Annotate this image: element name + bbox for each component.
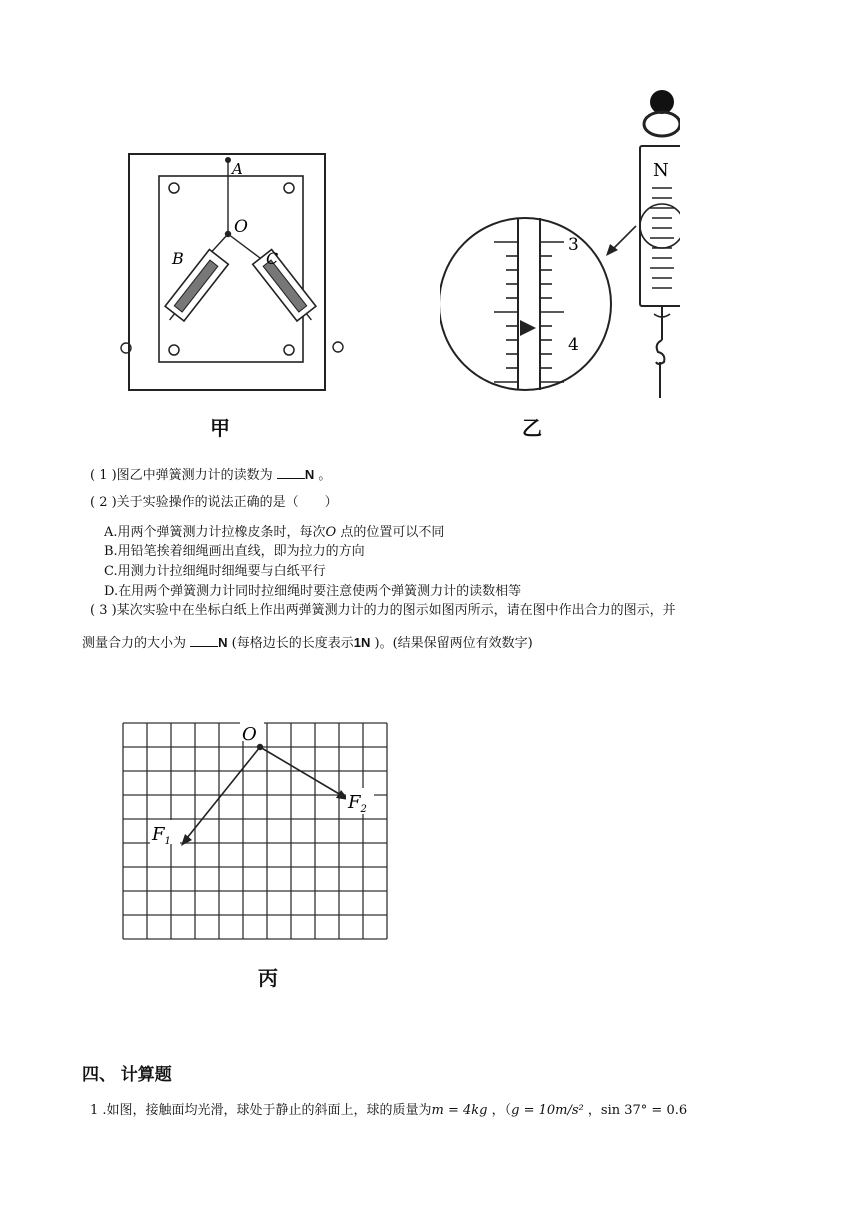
question-1 bbox=[90, 466, 331, 485]
question-3-mid: (每格边长的长度表示 bbox=[227, 636, 354, 651]
question-1-prefix: ( 1 )图乙中弹簧测力计的读数为 bbox=[90, 468, 277, 483]
question-2-option-b: B.用铅笔挨着细绳画出直线，即为拉力的方向 bbox=[104, 544, 365, 559]
question-2-option-a bbox=[104, 524, 444, 542]
problem-1-prefix: 1 .如图，接触面均光滑，球处于静止的斜面上，球的质量为 bbox=[90, 1103, 432, 1118]
question-2-option-c: C.用测力计拉细绳时细绳要与白纸平行 bbox=[104, 564, 326, 579]
scale-tick-3: 3 bbox=[568, 235, 579, 255]
section-4-title: 四、 计算题 bbox=[82, 1065, 172, 1084]
question-1-unit: N bbox=[304, 467, 315, 482]
label-force-1: $F_1$ bbox=[152, 824, 171, 847]
problem-1-mid: ，（ bbox=[487, 1103, 512, 1118]
figure-yi bbox=[440, 84, 680, 404]
problem-1-sep: ， bbox=[583, 1103, 601, 1118]
label-point-o: O bbox=[234, 217, 248, 237]
label-force-2: $F_2$ bbox=[348, 792, 367, 815]
question-3-prefix: 测量合力的大小为 bbox=[82, 636, 191, 651]
option-a-prefix: A.用两个弹簧测力计拉橡皮条时，每次 bbox=[104, 525, 326, 540]
question-3-line-2 bbox=[82, 634, 533, 653]
question-3-blank[interactable] bbox=[190, 634, 218, 647]
question-3-unit: N bbox=[218, 635, 228, 650]
question-3-suffix: )。(结果保留两位有效数字) bbox=[370, 636, 533, 651]
option-a-point-o: O bbox=[325, 525, 337, 540]
scale-tick-4: 4 bbox=[568, 335, 579, 355]
label-point-c: C bbox=[266, 249, 279, 268]
option-a-suffix: 点的位置可以不同 bbox=[336, 525, 445, 540]
figure-yi-label: 乙 bbox=[522, 416, 542, 440]
label-origin-o: O bbox=[242, 724, 257, 745]
question-2-option-d: D.在用两个弹簧测力计同时拉细绳时要注意使两个弹簧测力计的读数相等 bbox=[104, 584, 522, 599]
figure-bing-label: 丙 bbox=[258, 966, 278, 990]
problem-1-text bbox=[90, 1102, 687, 1120]
label-point-a: A bbox=[232, 160, 243, 178]
question-3-line-1: ( 3 )某次实验中在坐标白纸上作出两弹簧测力计的力的图示如图丙所示，请在图中作出合力的图示，并 bbox=[90, 603, 676, 618]
figure-jia-label: 甲 bbox=[210, 416, 230, 440]
problem-1-gravity: g = 10m/s² bbox=[511, 1103, 584, 1118]
question-1-suffix: 。 bbox=[314, 468, 332, 483]
question-3-unit-value: 1N bbox=[353, 635, 371, 650]
problem-1-mass: m = 4kg bbox=[431, 1103, 488, 1118]
label-point-b: B bbox=[172, 249, 184, 268]
figure-bing bbox=[114, 716, 410, 948]
question-2-stem: ( 2 )关于实验操作的说法正确的是（ ） bbox=[90, 495, 338, 510]
problem-1-sine: sin 37° = 0.6 bbox=[600, 1103, 688, 1118]
scale-unit-label: N bbox=[653, 160, 669, 181]
question-1-blank[interactable] bbox=[277, 466, 305, 479]
figure-jia bbox=[118, 140, 348, 400]
